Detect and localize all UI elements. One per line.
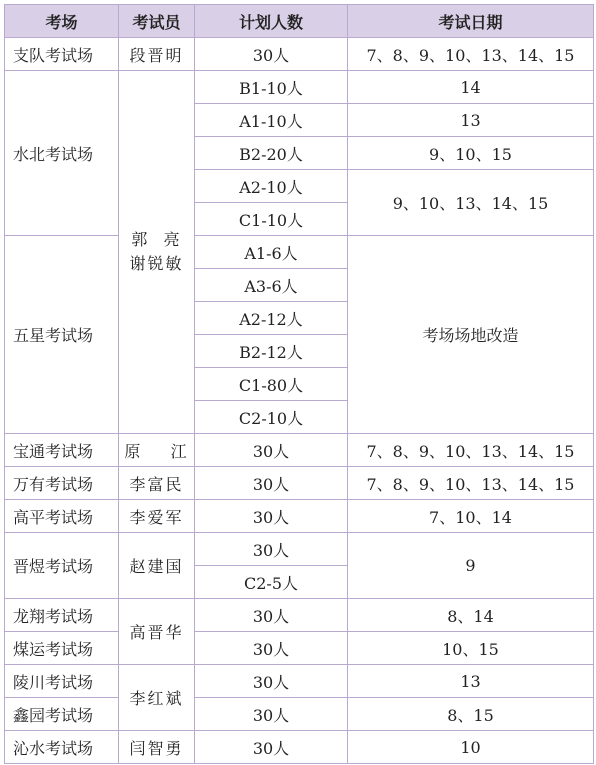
dates-cell: 8、15 [348,698,594,731]
plan-cell: 30人 [195,731,348,764]
table-row [5,434,594,467]
dates-cell: 13 [348,665,594,698]
plan-cell: C1-80人 [195,368,348,401]
plan-cell: C2-10人 [195,401,348,434]
exam-schedule-table [4,4,594,764]
site-cell: 万有考试场 [5,467,119,500]
site-cell: 龙翔考试场 [5,599,119,632]
plan-cell: C1-10人 [195,203,348,236]
table-row [5,731,594,764]
site-cell: 水北考试场 [5,71,119,236]
dates-cell: 14 [348,71,594,104]
table-row [5,500,594,533]
plan-cell: 30人 [195,698,348,731]
plan-cell: 30人 [195,434,348,467]
examiner-cell: 赵建国 [119,533,195,599]
examiner-cell: 李爱军 [119,500,195,533]
dates-cell: 10 [348,731,594,764]
header-dates: 考试日期 [348,5,594,38]
examiner-cell: 高晋华 [119,599,195,665]
plan-cell: A3-6人 [195,269,348,302]
site-cell: 五星考试场 [5,236,119,434]
header-examiner: 考试员 [119,5,195,38]
header-plan: 计划人数 [195,5,348,38]
dates-cell: 13 [348,104,594,137]
examiner-name: 谢锐敏 [129,254,184,273]
plan-cell: 30人 [195,665,348,698]
dates-cell: 9、10、13、14、15 [348,170,594,236]
table-row [5,533,594,566]
plan-cell: A2-10人 [195,170,348,203]
plan-cell: 30人 [195,500,348,533]
plan-cell: 30人 [195,38,348,71]
examiner-name: 郭 亮 [131,230,182,249]
plan-cell: A2-12人 [195,302,348,335]
site-cell: 支队考试场 [5,38,119,71]
table-row [5,632,594,665]
dates-cell: 10、15 [348,632,594,665]
plan-cell: B2-12人 [195,335,348,368]
exam-schedule-sheet [4,4,594,764]
plan-cell: 30人 [195,632,348,665]
examiner-cell: 闫智勇 [119,731,195,764]
dates-cell: 7、8、9、10、13、14、15 [348,434,594,467]
table-row [5,236,594,269]
table-row [5,467,594,500]
dates-cell: 7、8、9、10、13、14、15 [348,467,594,500]
header-site: 考场 [5,5,119,38]
site-cell: 宝通考试场 [5,434,119,467]
header-row [5,5,594,38]
dates-cell: 9、10、15 [348,137,594,170]
site-cell: 晋煜考试场 [5,533,119,599]
dates-cell: 考场场地改造 [348,236,594,434]
plan-cell: C2-5人 [195,566,348,599]
plan-cell: 30人 [195,599,348,632]
dates-cell: 8、14 [348,599,594,632]
table-row [5,698,594,731]
dates-cell: 7、10、14 [348,500,594,533]
site-cell: 高平考试场 [5,500,119,533]
table-row [5,71,594,104]
examiner-cell: 李红斌 [119,665,195,731]
dates-cell: 9 [348,533,594,599]
examiner-cell: 李富民 [119,467,195,500]
examiner-cell: 原 江 [119,434,195,467]
site-cell: 煤运考试场 [5,632,119,665]
table-row [5,38,594,71]
table-row [5,665,594,698]
plan-cell: A1-6人 [195,236,348,269]
plan-cell: B1-10人 [195,71,348,104]
site-cell: 陵川考试场 [5,665,119,698]
plan-cell: A1-10人 [195,104,348,137]
site-cell: 鑫园考试场 [5,698,119,731]
examiner-cell [119,71,195,434]
table-row [5,599,594,632]
plan-cell: 30人 [195,467,348,500]
plan-cell: B2-20人 [195,137,348,170]
site-cell: 沁水考试场 [5,731,119,764]
plan-cell: 30人 [195,533,348,566]
examiner-cell: 段晋明 [119,38,195,71]
dates-cell: 7、8、9、10、13、14、15 [348,38,594,71]
